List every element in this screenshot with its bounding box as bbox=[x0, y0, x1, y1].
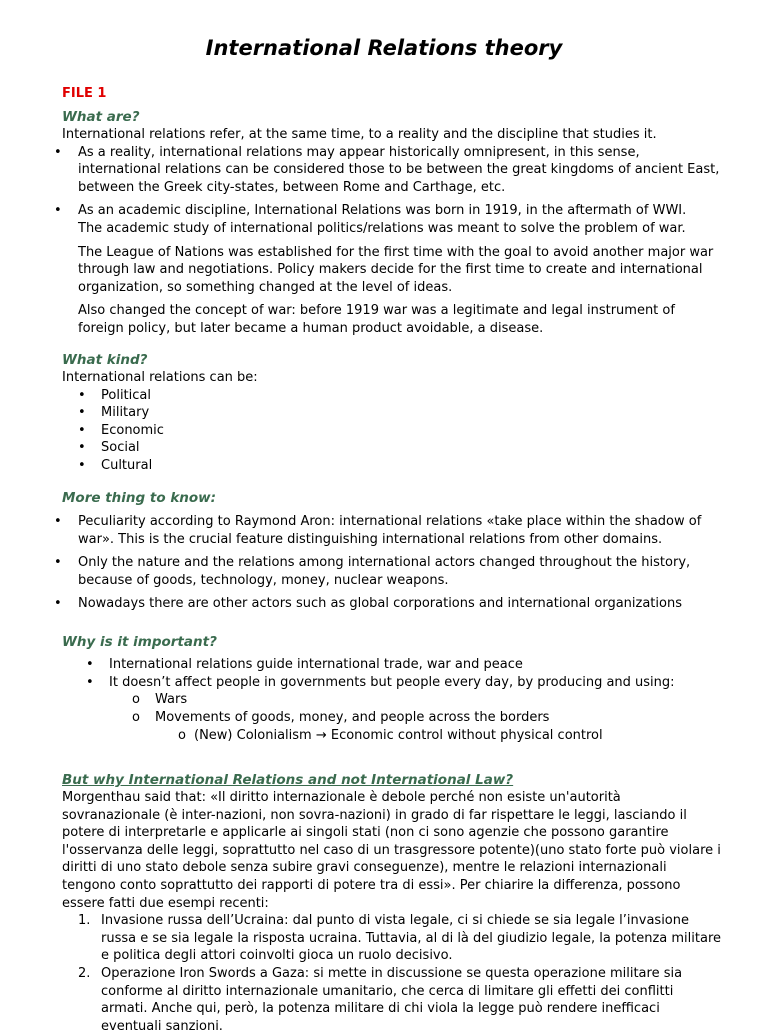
heading-what-kind: What kind? bbox=[62, 352, 148, 368]
section-what-kind bbox=[62, 351, 722, 475]
section-why-important bbox=[62, 633, 722, 745]
file-label: FILE 1 bbox=[62, 86, 107, 101]
paragraph-league: The League of Nations was established for the first time with the goal to avoid another major war through law and negotiations. Policy makers decide for the first time to create and international organization, so something changed at the level of ideas. bbox=[78, 244, 714, 295]
list-number: 1. bbox=[78, 913, 91, 929]
section-more-to-know bbox=[62, 489, 722, 613]
list-item: • Only the nature and the relations among international actors changed throughout the history, because of goods, technology, money, nuclear weapons. bbox=[62, 554, 722, 589]
list-item bbox=[62, 202, 722, 237]
morgenthau-paragraph: Morgenthau said that: «Il diritto internazionale è debole perché non esiste un'autorità sovranazionale (è inter-nazioni, non sovra-nazioni) in grado di far rispettare le leggi, lasciando il potere di interpretarle e applicarle ai singoli stati (non ci sono agenzie che possono garantire l'osservanza delle leggi, soprattutto nel caso di un trasgressore potente)(uno stato forte può violare i diritti di uno stato debole senza subire gravi conseguenze), mentre le relazioni internazionali tengono conto soprattutto dei rapporti di potere tra di essi». Per chiarire la differenza, possono essere fatti due esempi recenti: bbox=[62, 790, 721, 911]
document-title: International Relations theory bbox=[205, 36, 563, 60]
list-item bbox=[62, 912, 722, 965]
list-item: • Economic bbox=[62, 422, 722, 440]
importance-sublist bbox=[62, 691, 722, 726]
importance-subsublist bbox=[62, 727, 722, 745]
list-item: o Wars bbox=[62, 691, 722, 709]
list-item: • Peculiarity according to Raymond Aron: international relations «take place within the shadow of war». This is the crucial feature distinguishing international relations from other domains. bbox=[62, 513, 722, 548]
paragraph-war: Also changed the concept of war: before 1919 war was a legitimate and legal instrument of foreign policy, but later became a human product avoidable, a disease. bbox=[78, 303, 675, 336]
reality-list bbox=[62, 144, 722, 238]
list-item: • Cultural bbox=[62, 457, 722, 475]
heading-what-are: What are? bbox=[62, 109, 140, 125]
list-item-text: Operazione Iron Swords a Gaza: si mette in discussione se questa operazione militare sia conforme al diritto internazionale umanitario, che cerca di limitare gli effetti dei conflitti armati. Anche qui, però, la potenza militare di chi viola la legge può rendere inefficaci eventuali sanzioni. bbox=[101, 965, 683, 1034]
list-item: • International relations guide international trade, war and peace bbox=[62, 656, 722, 674]
heading-why-important: Why is it important? bbox=[62, 634, 217, 650]
examples-list bbox=[62, 912, 722, 1035]
list-item: • Military bbox=[62, 404, 722, 422]
list-item: o (New) Colonialism → Economic control without physical control bbox=[62, 727, 722, 745]
importance-list bbox=[62, 656, 722, 691]
intro-text: International relations refer, at the same time, to a reality and the discipline that studies it. bbox=[62, 127, 657, 142]
list-item: o Movements of goods, money, and people across the borders bbox=[62, 709, 722, 727]
more-list bbox=[62, 513, 722, 613]
list-item: • It doesn’t affect people in governments but people every day, by producing and using: bbox=[62, 674, 722, 692]
list-number: 2. bbox=[78, 965, 91, 981]
list-item: • Political bbox=[62, 387, 722, 405]
section-what-are bbox=[62, 108, 722, 338]
list-item-text: As an academic discipline, International Relations was born in 1919, in the aftermath of WWI. bbox=[78, 203, 687, 219]
list-item-text: The academic study of international politics/relations was meant to solve the problem of war. bbox=[78, 220, 686, 236]
heading-ir-vs-law: But why International Relations and not International Law? bbox=[62, 772, 514, 788]
list-item: • As a reality, international relations may appear historically omnipresent, in this sense, international relations can be considered those to be between the great kingdoms of ancient East, between the Greek city-states, between Rome and Carthage, etc. bbox=[62, 144, 722, 197]
list-item bbox=[62, 965, 722, 1035]
list-item: • Nowadays there are other actors such as global corporations and international organizations bbox=[62, 595, 722, 613]
section-ir-vs-law bbox=[62, 771, 722, 1035]
heading-more-to-know: More thing to know: bbox=[62, 490, 217, 506]
kind-intro: International relations can be: bbox=[62, 370, 258, 385]
list-item-text: Invasione russa dell’Ucraina: dal punto di vista legale, ci si chiede se sia legale l’invasione russa e se sia legale la risposta ucraina. Tuttavia, al di là del giudizio legale, la potenza militare e politica degli attori coinvolti gioca un ruolo decisivo. bbox=[101, 913, 722, 964]
list-item: • Social bbox=[62, 439, 722, 457]
kind-list bbox=[62, 387, 722, 475]
